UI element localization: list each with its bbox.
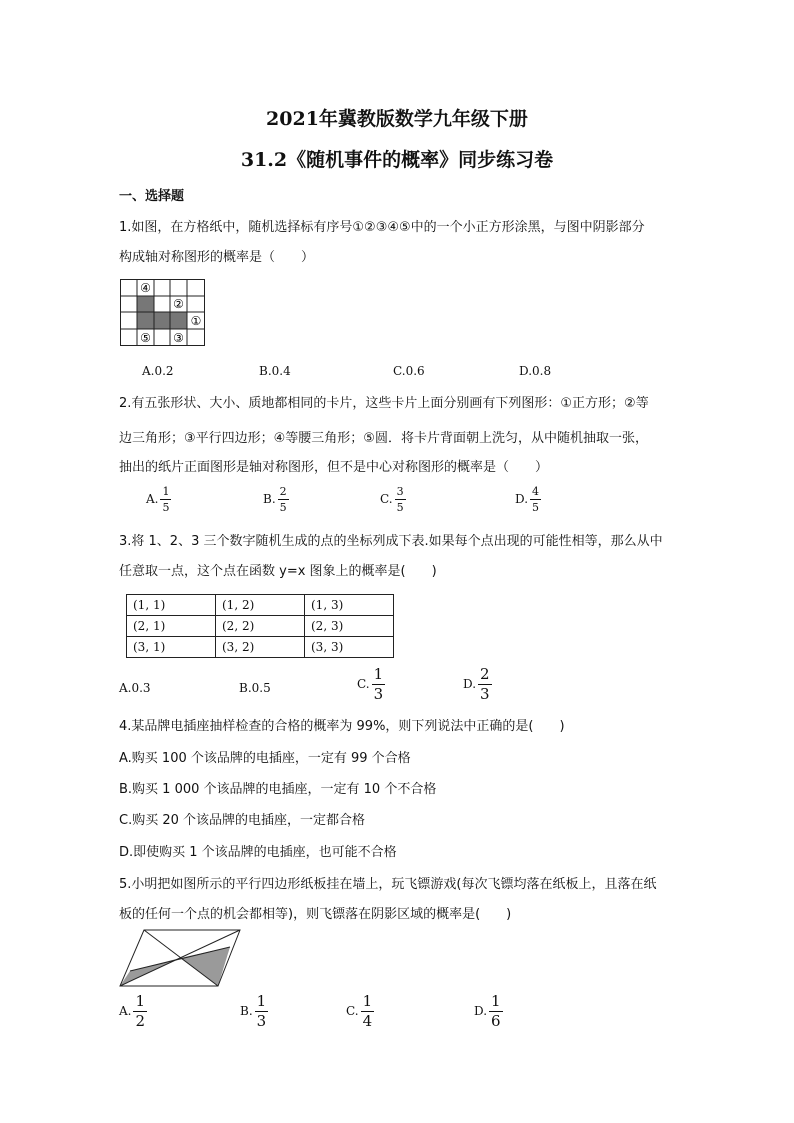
q2-option-d: D. $\frac{4}{5}$ xyxy=(515,485,540,514)
q1-option-c: C.0.6 xyxy=(393,364,425,378)
table-cell: (2, 2) xyxy=(216,616,305,637)
q3-option-d: D. $\frac{2}{3}$ xyxy=(463,665,490,703)
q1-option-d: D.0.8 xyxy=(519,364,552,378)
grid-label-4: ④ xyxy=(140,281,151,295)
q2-option-a: A. $\frac{1}{5}$ xyxy=(146,485,170,514)
table-row xyxy=(127,616,394,637)
table-cell: (3, 3) xyxy=(305,637,394,658)
q1-grid-figure xyxy=(120,279,210,347)
q2-option-c: C. $\frac{3}{5}$ xyxy=(380,485,404,514)
q5-option-d: D. $\frac{1}{6}$ xyxy=(474,992,501,1030)
q3-text-line-1: 3.将 1、2、3 三个数字随机生成的点的坐标列成下表.如果每个点出现的可能性相等，那么从中 xyxy=(119,534,663,549)
grid-label-5: ⑤ xyxy=(140,331,151,345)
q4-text-line-1: 4.某品牌电插座抽样检查的合格的概率为 99%，则下列说法中正确的是( ) xyxy=(119,719,565,734)
table-cell: (1, 2) xyxy=(216,595,305,616)
q1-text-line-2: 构成轴对称图形的概率是（ ） xyxy=(119,250,315,265)
q5-parallelogram-figure xyxy=(118,928,242,990)
q5-option-c: C. $\frac{1}{4}$ xyxy=(346,992,373,1030)
table-cell: (2, 3) xyxy=(305,616,394,637)
table-cell: (2, 1) xyxy=(127,616,216,637)
grid-label-2: ② xyxy=(173,297,184,311)
table-row xyxy=(127,637,394,658)
page-title: 2021年冀教版数学九年级下册 xyxy=(266,108,528,130)
q3-coordinate-table xyxy=(126,594,394,658)
q3-option-a: A.0.3 xyxy=(119,681,151,695)
q2-text-line-2: 边三角形；③平行四边形；④等腰三角形；⑤圆．将卡片背面朝上洗匀，从中随机抽取一张， xyxy=(119,431,648,446)
q2-text-line-3: 抽出的纸片正面图形是轴对称图形，但不是中心对称图形的概率是（ ） xyxy=(119,460,549,475)
table-cell: (3, 1) xyxy=(127,637,216,658)
q3-option-b: B.0.5 xyxy=(239,681,271,695)
page-subtitle: 31.2《随机事件的概率》同步练习卷 xyxy=(240,149,554,171)
q1-option-b: B.0.4 xyxy=(259,364,291,378)
table-cell: (1, 1) xyxy=(127,595,216,616)
grid-label-1: ① xyxy=(190,314,202,328)
table-cell: (3, 2) xyxy=(216,637,305,658)
q1-text-line-1: 1.如图，在方格纸中，随机选择标有序号①②③④⑤中的一个小正方形涂黑，与图中阴影部分 xyxy=(119,220,645,235)
section-heading: 一、选择题 xyxy=(119,189,185,204)
q5-text-line-1: 5.小明把如图所示的平行四边形纸板挂在墙上，玩飞镖游戏(每次飞镖均落在纸板上，且落在纸 xyxy=(119,877,657,892)
grid-label-3: ③ xyxy=(173,331,184,345)
q1-option-a: A.0.2 xyxy=(142,364,174,378)
q3-option-c: C. $\frac{1}{3}$ xyxy=(357,665,384,703)
q4-option-a: A.购买 100 个该品牌的电插座，一定有 99 个合格 xyxy=(119,751,411,766)
q5-text-line-2: 板的任何一个点的机会都相等)，则飞镖落在阴影区域的概率是( ) xyxy=(119,907,512,922)
q2-text-line-1: 2.有五张形状、大小、质地都相同的卡片，这些卡片上面分别画有下列图形：①正方形；②等 xyxy=(119,396,649,411)
q4-option-d: D.即使购买 1 个该品牌的电插座，也可能不合格 xyxy=(119,845,397,860)
table-cell: (1, 3) xyxy=(305,595,394,616)
q5-option-b: B. $\frac{1}{3}$ xyxy=(240,992,267,1030)
q4-option-c: C.购买 20 个该品牌的电插座，一定都合格 xyxy=(119,813,366,828)
q5-option-a: A. $\frac{1}{2}$ xyxy=(119,992,146,1030)
q2-option-b: B. $\frac{2}{5}$ xyxy=(263,485,287,514)
q3-text-line-2: 任意取一点，这个点在函数 y=x 图象上的概率是( ) xyxy=(119,564,437,579)
q4-option-b: B.购买 1 000 个该品牌的电插座，一定有 10 个不合格 xyxy=(119,782,437,797)
table-row xyxy=(127,595,394,616)
